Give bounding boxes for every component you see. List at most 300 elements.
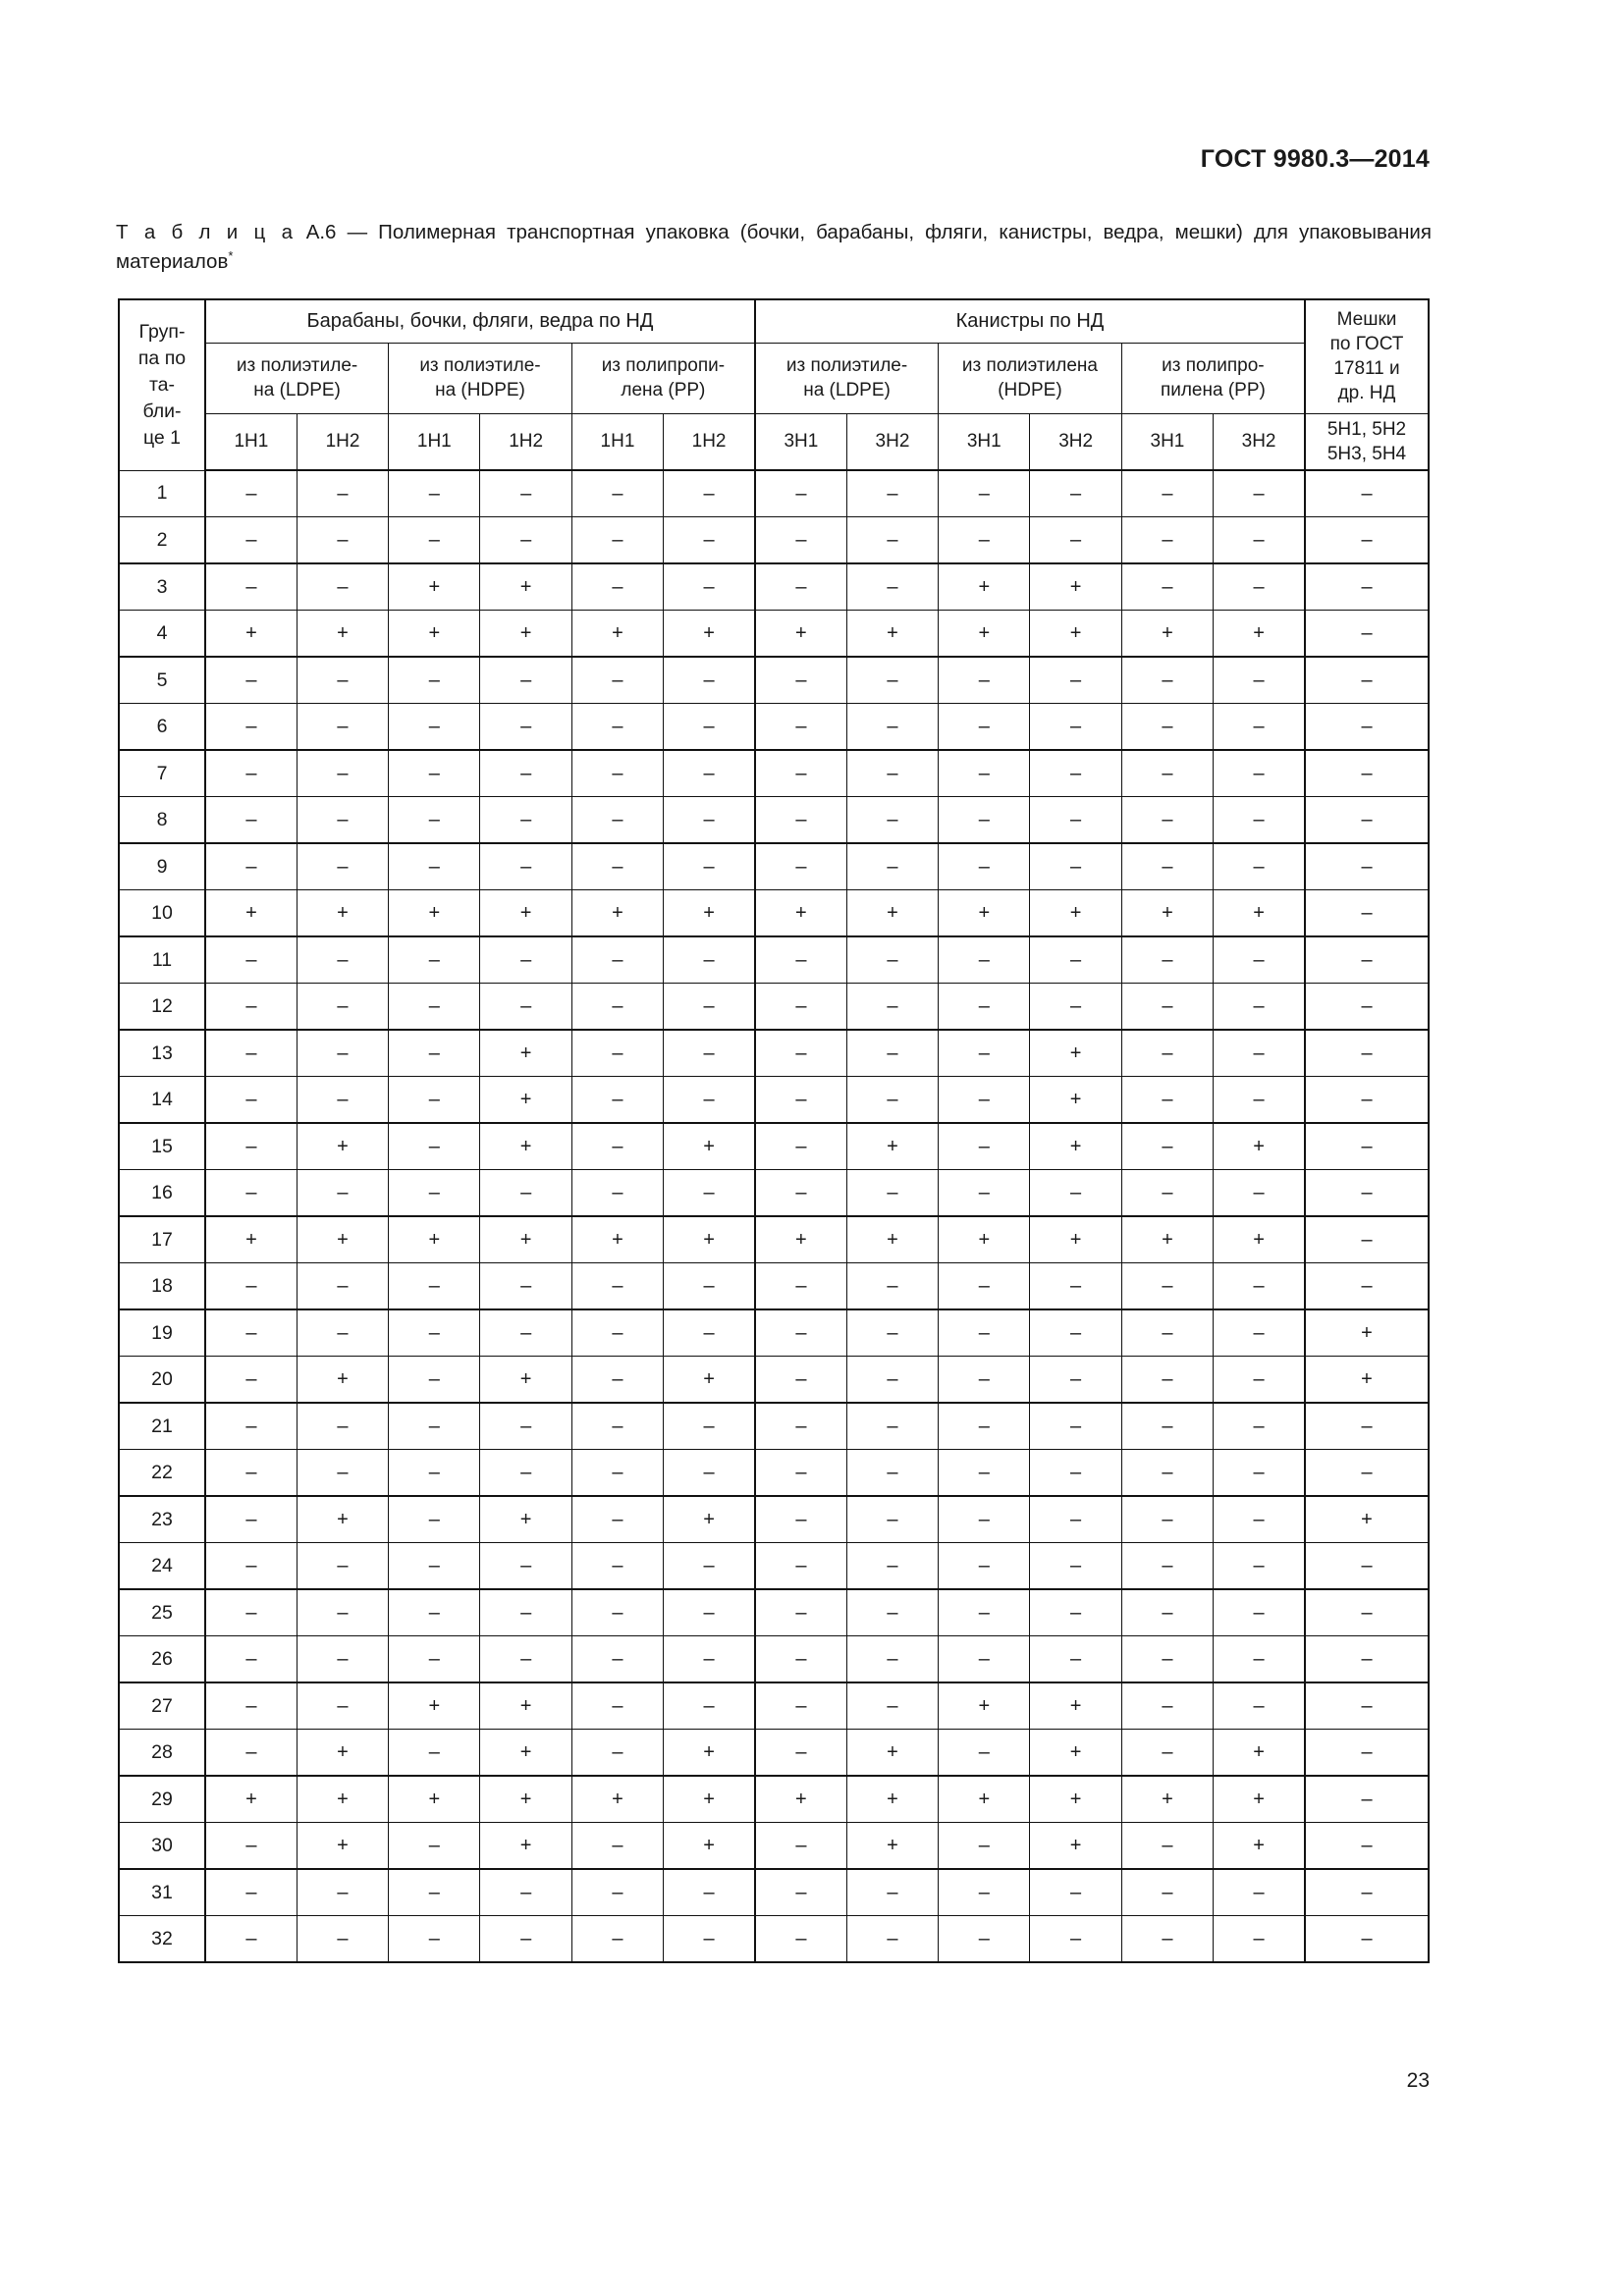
cell-mark: – [1030, 1357, 1121, 1404]
column-header-drums-group: Барабаны, бочки, фляги, ведра по НД [205, 299, 755, 343]
cell-mark: – [664, 1030, 755, 1077]
cell-mark: + [1030, 1216, 1121, 1263]
cell-mark: – [1305, 1123, 1429, 1170]
cell-mark: – [939, 1543, 1030, 1590]
cell-mark: – [846, 1869, 938, 1916]
column-header-material-drums-ldpe [205, 343, 389, 413]
cell-mark: + [297, 1357, 388, 1404]
cell-mark: – [480, 704, 571, 751]
material-line-2: (HDPE) [998, 380, 1062, 400]
cell-mark: – [480, 1543, 571, 1590]
stub-line-5: це 1 [142, 426, 182, 449]
table-row [119, 1916, 1429, 1963]
cell-mark: – [755, 797, 846, 844]
cell-mark: – [755, 1730, 846, 1777]
cell-mark: + [389, 563, 480, 611]
cell-mark: – [664, 1682, 755, 1730]
cell-mark: + [664, 890, 755, 937]
cell-mark: – [1214, 797, 1305, 844]
cell-mark: + [1305, 1309, 1429, 1357]
cell-mark: – [205, 843, 297, 890]
cell-mark: – [571, 1916, 663, 1963]
cell-mark: – [480, 1916, 571, 1963]
cell-mark: – [297, 470, 388, 517]
cell-mark: – [480, 1170, 571, 1217]
cell-mark: – [1214, 1309, 1305, 1357]
table-row [119, 1030, 1429, 1077]
cell-mark: – [389, 704, 480, 751]
cell-mark: – [297, 1030, 388, 1077]
table-row [119, 1309, 1429, 1357]
cell-mark: – [846, 750, 938, 797]
cell-mark: – [1214, 1682, 1305, 1730]
cell-mark: – [755, 1589, 846, 1636]
cell-mark: – [755, 1869, 846, 1916]
row-group-number: 21 [119, 1403, 205, 1450]
header-row-codes [119, 413, 1429, 470]
cell-mark: – [1121, 1823, 1213, 1870]
column-header-material-canisters-ldpe [755, 343, 939, 413]
cell-mark: – [571, 1077, 663, 1124]
cell-mark: – [1121, 750, 1213, 797]
cell-mark: – [571, 1309, 663, 1357]
cell-mark: + [480, 1077, 571, 1124]
cell-mark: + [480, 1030, 571, 1077]
table-row [119, 1123, 1429, 1170]
cell-mark: – [755, 563, 846, 611]
column-header-material-drums-pp [571, 343, 755, 413]
cell-mark: – [1214, 1077, 1305, 1124]
cell-mark: – [1030, 1543, 1121, 1590]
cell-mark: + [1030, 890, 1121, 937]
row-group-number: 4 [119, 611, 205, 658]
table-row [119, 1589, 1429, 1636]
cell-mark: – [571, 750, 663, 797]
cell-mark: – [1214, 1030, 1305, 1077]
bags-code-line-2: 5Н3, 5Н4 [1326, 443, 1407, 464]
cell-mark: – [389, 1077, 480, 1124]
cell-mark: – [1030, 1309, 1121, 1357]
cell-mark: – [1121, 936, 1213, 984]
cell-mark: – [389, 517, 480, 564]
column-header-code-9: 3Н2 [1030, 413, 1121, 470]
cell-mark: – [846, 1450, 938, 1497]
cell-mark: + [1030, 1123, 1121, 1170]
cell-mark: – [389, 1730, 480, 1777]
cell-mark: + [755, 1776, 846, 1823]
cell-mark: – [389, 1636, 480, 1683]
cell-mark: – [1121, 704, 1213, 751]
cell-mark: – [939, 1123, 1030, 1170]
cell-mark: – [297, 1916, 388, 1963]
row-group-number: 9 [119, 843, 205, 890]
header-row-materials [119, 343, 1429, 413]
cell-mark: – [755, 1682, 846, 1730]
cell-mark: – [755, 1170, 846, 1217]
cell-mark: + [389, 1216, 480, 1263]
column-header-material-drums-hdpe [389, 343, 572, 413]
cell-mark: – [571, 657, 663, 704]
cell-mark: – [1305, 1543, 1429, 1590]
cell-mark: + [297, 1216, 388, 1263]
table-row [119, 611, 1429, 658]
cell-mark: – [1030, 1636, 1121, 1683]
cell-mark: – [1305, 1077, 1429, 1124]
cell-mark: – [205, 1357, 297, 1404]
cell-mark: – [205, 1823, 297, 1870]
table-row [119, 890, 1429, 937]
cell-mark: – [1121, 1450, 1213, 1497]
cell-mark: – [664, 563, 755, 611]
row-group-number: 31 [119, 1869, 205, 1916]
table-row [119, 797, 1429, 844]
cell-mark: – [389, 936, 480, 984]
cell-mark: + [205, 890, 297, 937]
cell-mark: – [1305, 1869, 1429, 1916]
cell-mark: – [1121, 1730, 1213, 1777]
cell-mark: + [939, 890, 1030, 937]
cell-mark: + [389, 1776, 480, 1823]
cell-mark: – [846, 470, 938, 517]
cell-mark: – [571, 984, 663, 1031]
cell-mark: + [480, 1357, 571, 1404]
cell-mark: – [480, 1636, 571, 1683]
cell-mark: – [846, 1496, 938, 1543]
cell-mark: + [480, 1823, 571, 1870]
row-group-number: 25 [119, 1589, 205, 1636]
cell-mark: – [205, 936, 297, 984]
column-header-material-canisters-hdpe [939, 343, 1122, 413]
cell-mark: + [1121, 611, 1213, 658]
cell-mark: – [1121, 1543, 1213, 1590]
cell-mark: – [939, 1170, 1030, 1217]
cell-mark: – [297, 936, 388, 984]
cell-mark: – [297, 1589, 388, 1636]
cell-mark: – [571, 1682, 663, 1730]
cell-mark: + [1305, 1357, 1429, 1404]
cell-mark: – [846, 657, 938, 704]
cell-mark: – [205, 1682, 297, 1730]
cell-mark: – [846, 563, 938, 611]
table-head [119, 299, 1429, 470]
material-line-2: на (HDPE) [435, 380, 525, 400]
cell-mark: – [1305, 890, 1429, 937]
table-caption-number: А.6 [305, 221, 337, 243]
cell-mark: – [205, 1309, 297, 1357]
cell-mark: – [480, 984, 571, 1031]
cell-mark: – [755, 1357, 846, 1404]
cell-mark: + [480, 1730, 571, 1777]
column-header-code-11: 3Н2 [1214, 413, 1305, 470]
cell-mark: – [1305, 563, 1429, 611]
cell-mark: – [1305, 1730, 1429, 1777]
row-group-number: 13 [119, 1030, 205, 1077]
cell-mark: + [664, 1496, 755, 1543]
cell-mark: – [571, 1450, 663, 1497]
cell-mark: + [939, 1682, 1030, 1730]
table-row [119, 563, 1429, 611]
cell-mark: + [389, 611, 480, 658]
cell-mark: – [1305, 984, 1429, 1031]
table-row [119, 657, 1429, 704]
material-line-1: из полиэтиле- [785, 355, 908, 376]
cell-mark: – [571, 936, 663, 984]
cell-mark: – [297, 843, 388, 890]
cell-mark: – [939, 936, 1030, 984]
cell-mark: – [755, 1030, 846, 1077]
cell-mark: – [846, 1403, 938, 1450]
cell-mark: – [755, 1263, 846, 1310]
cell-mark: – [480, 936, 571, 984]
cell-mark: + [480, 1682, 571, 1730]
cell-mark: – [1121, 1263, 1213, 1310]
cell-mark: + [571, 1776, 663, 1823]
cell-mark: – [1305, 1263, 1429, 1310]
cell-mark: – [571, 843, 663, 890]
cell-mark: – [480, 797, 571, 844]
table-row [119, 517, 1429, 564]
cell-mark: – [297, 1636, 388, 1683]
cell-mark: – [1305, 797, 1429, 844]
cell-mark: + [1121, 890, 1213, 937]
cell-mark: + [1214, 890, 1305, 937]
cell-mark: – [846, 704, 938, 751]
row-group-number: 2 [119, 517, 205, 564]
row-group-number: 30 [119, 1823, 205, 1870]
cell-mark: – [205, 1403, 297, 1450]
cell-mark: – [205, 1916, 297, 1963]
cell-mark: – [1305, 517, 1429, 564]
cell-mark: – [297, 797, 388, 844]
cell-mark: – [755, 1403, 846, 1450]
bags-line-4: др. НД [1337, 383, 1396, 404]
cell-mark: – [664, 984, 755, 1031]
cell-mark: + [755, 1216, 846, 1263]
table-body [119, 470, 1429, 1962]
cell-mark: – [1214, 936, 1305, 984]
cell-mark: – [1121, 1496, 1213, 1543]
cell-mark: – [389, 1263, 480, 1310]
column-header-code-7: 3Н2 [846, 413, 938, 470]
cell-mark: – [664, 843, 755, 890]
cell-mark: + [389, 1682, 480, 1730]
cell-mark: – [297, 1077, 388, 1124]
row-group-number: 5 [119, 657, 205, 704]
cell-mark: + [1030, 563, 1121, 611]
cell-mark: – [939, 843, 1030, 890]
cell-mark: – [1214, 470, 1305, 517]
cell-mark: – [1121, 657, 1213, 704]
row-group-number: 1 [119, 470, 205, 517]
cell-mark: + [571, 890, 663, 937]
cell-mark: – [297, 1450, 388, 1497]
cell-mark: – [755, 470, 846, 517]
cell-mark: – [389, 843, 480, 890]
cell-mark: – [1305, 611, 1429, 658]
cell-mark: – [297, 1309, 388, 1357]
cell-mark: + [480, 890, 571, 937]
table-row [119, 1636, 1429, 1683]
cell-mark: – [1214, 1916, 1305, 1963]
table-row [119, 470, 1429, 517]
cell-mark: + [664, 1730, 755, 1777]
row-group-number: 6 [119, 704, 205, 751]
cell-mark: + [1030, 1077, 1121, 1124]
cell-mark: – [755, 1543, 846, 1590]
cell-mark: – [1030, 470, 1121, 517]
cell-mark: + [939, 611, 1030, 658]
cell-mark: – [389, 1450, 480, 1497]
table-row [119, 1077, 1429, 1124]
cell-mark: – [389, 797, 480, 844]
cell-mark: + [1030, 1823, 1121, 1870]
cell-mark: – [1214, 1636, 1305, 1683]
cell-mark: – [664, 1543, 755, 1590]
cell-mark: – [297, 1170, 388, 1217]
cell-mark: – [1121, 1589, 1213, 1636]
cell-mark: – [1305, 1823, 1429, 1870]
cell-mark: – [389, 657, 480, 704]
cell-mark: – [664, 936, 755, 984]
column-header-code-0: 1Н1 [205, 413, 297, 470]
table-container [118, 298, 1430, 1963]
bags-line-3: 17811 и [1333, 358, 1400, 380]
cell-mark: – [939, 1869, 1030, 1916]
cell-mark: + [1121, 1776, 1213, 1823]
row-group-number: 16 [119, 1170, 205, 1217]
cell-mark: – [1121, 1869, 1213, 1916]
cell-mark: + [480, 1216, 571, 1263]
cell-mark: – [205, 1170, 297, 1217]
row-group-number: 17 [119, 1216, 205, 1263]
table-row [119, 1730, 1429, 1777]
cell-mark: + [1214, 1123, 1305, 1170]
cell-mark: – [755, 1823, 846, 1870]
material-line-2: на (LDPE) [253, 380, 341, 400]
cell-mark: – [1121, 1357, 1213, 1404]
cell-mark: – [846, 1030, 938, 1077]
cell-mark: + [846, 1216, 938, 1263]
cell-mark: – [1214, 1170, 1305, 1217]
cell-mark: – [389, 1357, 480, 1404]
cell-mark: – [939, 1030, 1030, 1077]
page-number: 23 [1406, 2069, 1430, 2092]
cell-mark: + [205, 1216, 297, 1263]
cell-mark: – [480, 750, 571, 797]
cell-mark: – [205, 517, 297, 564]
table-row [119, 1216, 1429, 1263]
cell-mark: – [297, 1682, 388, 1730]
cell-mark: – [1030, 657, 1121, 704]
cell-mark: – [389, 1123, 480, 1170]
cell-mark: – [205, 1077, 297, 1124]
table-row [119, 1496, 1429, 1543]
cell-mark: – [664, 517, 755, 564]
cell-mark: – [664, 657, 755, 704]
column-header-code-6: 3Н1 [755, 413, 846, 470]
cell-mark: – [389, 1403, 480, 1450]
cell-mark: – [939, 984, 1030, 1031]
cell-mark: – [480, 1309, 571, 1357]
table-row [119, 750, 1429, 797]
table-row [119, 984, 1429, 1031]
row-group-number: 3 [119, 563, 205, 611]
row-group-number: 27 [119, 1682, 205, 1730]
cell-mark: – [846, 1682, 938, 1730]
cell-mark: – [846, 984, 938, 1031]
cell-mark: – [1030, 1403, 1121, 1450]
cell-mark: – [846, 517, 938, 564]
cell-mark: + [846, 890, 938, 937]
cell-mark: – [755, 1636, 846, 1683]
cell-mark: – [205, 1030, 297, 1077]
cell-mark: – [1030, 797, 1121, 844]
cell-mark: – [846, 797, 938, 844]
cell-mark: – [389, 1309, 480, 1357]
cell-mark: + [297, 1496, 388, 1543]
cell-mark: – [939, 1077, 1030, 1124]
table-caption-text: Полимерная транспортная упаковка (бочки, барабаны, фляги, канистры, ведра, мешки) для упаковывания материалов [116, 221, 1432, 273]
cell-mark: – [755, 704, 846, 751]
cell-mark: – [1214, 1263, 1305, 1310]
cell-mark: – [846, 1916, 938, 1963]
cell-mark: – [571, 704, 663, 751]
cell-mark: – [1214, 984, 1305, 1031]
cell-mark: – [571, 1263, 663, 1310]
cell-mark: – [205, 1589, 297, 1636]
row-group-number: 23 [119, 1496, 205, 1543]
cell-mark: – [480, 1589, 571, 1636]
material-line-1: из полипропи- [601, 355, 726, 376]
cell-mark: + [480, 1123, 571, 1170]
bags-line-2: по ГОСТ [1329, 334, 1404, 355]
row-group-number: 28 [119, 1730, 205, 1777]
cell-mark: + [664, 1216, 755, 1263]
cell-mark: + [205, 1776, 297, 1823]
table-row [119, 704, 1429, 751]
cell-mark: – [480, 843, 571, 890]
cell-mark: – [1305, 1030, 1429, 1077]
cell-mark: – [205, 797, 297, 844]
cell-mark: – [205, 657, 297, 704]
cell-mark: – [1030, 1450, 1121, 1497]
cell-mark: – [205, 563, 297, 611]
cell-mark: + [1214, 611, 1305, 658]
cell-mark: – [1214, 704, 1305, 751]
cell-mark: – [755, 843, 846, 890]
table-row [119, 1357, 1429, 1404]
cell-mark: – [1121, 984, 1213, 1031]
cell-mark: – [755, 517, 846, 564]
cell-mark: + [297, 1123, 388, 1170]
table-row [119, 1263, 1429, 1310]
cell-mark: – [297, 517, 388, 564]
cell-mark: + [297, 1730, 388, 1777]
material-line-2: лена (PP) [621, 380, 706, 400]
cell-mark: – [297, 563, 388, 611]
cell-mark: – [1121, 563, 1213, 611]
header-row-groups [119, 299, 1429, 343]
table-caption-label: Т а б л и ц а [116, 221, 296, 243]
cell-mark: – [205, 1869, 297, 1916]
cell-mark: + [1305, 1496, 1429, 1543]
row-group-number: 24 [119, 1543, 205, 1590]
cell-mark: – [846, 1309, 938, 1357]
cell-mark: – [755, 1496, 846, 1543]
cell-mark: – [297, 1543, 388, 1590]
column-header-code-5: 1Н2 [664, 413, 755, 470]
cell-mark: – [755, 1123, 846, 1170]
